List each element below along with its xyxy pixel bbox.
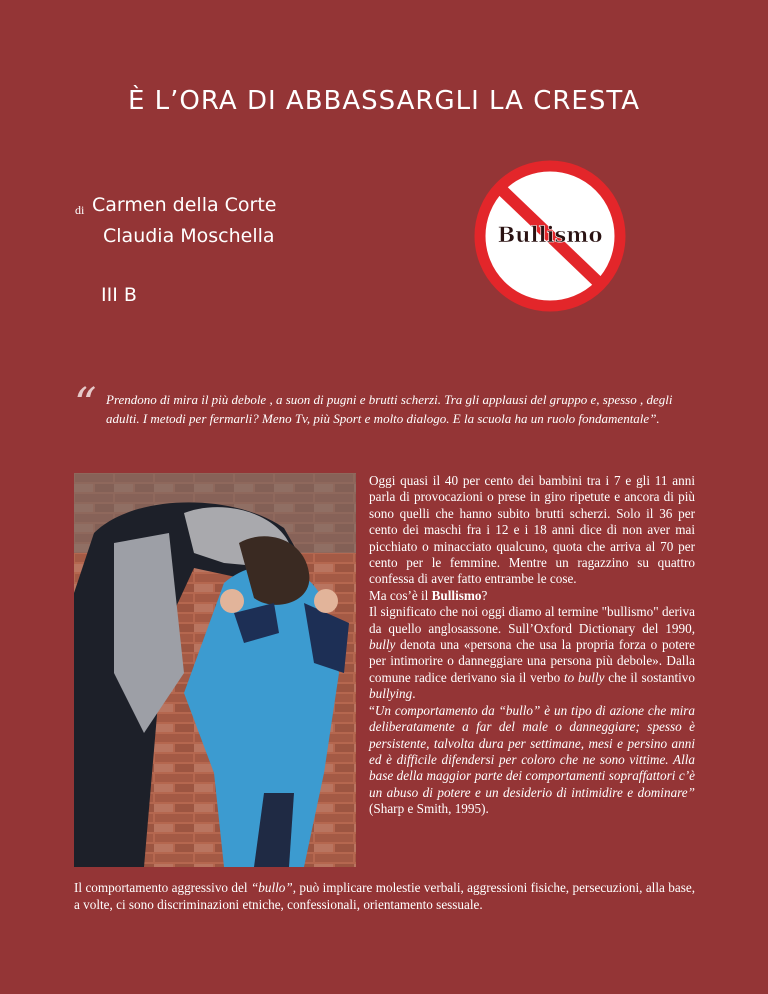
lead-quote: Prendono di mira il più debole , a suon di pugni e brutti scherzi. Tra gli applausi del gruppo e, spesso , degli adulti. I metodi per fermarli? Meno Tv, più Sport e molto dialogo. E la scuola ha un ruolo fondamentale”. [106,392,673,426]
no-bullying-badge [472,160,628,312]
closing-paragraph: Il comportamento aggressivo del “bullo”, può implicare molestie verbali, aggressioni fisiche, persecuzioni, alla base, a volte, ci sono discriminazioni etniche, confessionali, orientamento sessuale. [74,880,695,912]
paragraph-definition: Il significato che noi oggi diamo al termine "bullismo" deriva da quello anglosassone. Sull’Oxford Dictionary del 1990, bully denota una «persona che usa la propria forza o potere per intimorire o danneggiare una persona più debole». Dalla comune radice derivano sia il verbo to bully che il sostantivo bullying. [369,604,695,702]
quote-mark-icon: “ [74,379,97,430]
bullismo-term: Bullismo [431,587,482,603]
bullying-photo [74,473,356,867]
paragraph-question: Ma cos’è il Bullismo? [369,587,488,603]
paragraph-stats: Oggi quasi il 40 per cento dei bambini tra i 7 e gli 11 anni parla di provocazioni o prese in giro ripetute e ancora di più sono quelli che hanno subito brutti scherzi. Solo il 36 per cento dei maschi fra i 12 e i 18 anni dice di non aver mai picchiato o minacciato qualcuno, quota che arriva al 70 per cento per le femmine. Mentre un ragazzino su quattro confessa di aver fatto entrambe le cose. [369,473,695,587]
paragraph-citation: “Un comportamento da “bullo” è un tipo di azione che mira deliberatamente a far del male o danneggiare; spesso è persistente, talvolta dura per settimane, mesi e persino anni ed è difficile difendersi per coloro che ne sono vittime. Alla base della maggior parte dei comportamenti sopraffattori c’è un abuso di potere e un desiderio di intimidire e dominare” (Sharp e Smith, 1995). [369,702,695,817]
author-1: Carmen della Corte [92,194,277,216]
badge-label: Bullismo [497,222,603,247]
class-label: III B [101,284,137,306]
byline-di: di [75,203,85,217]
article-body [369,473,695,818]
author-2: Claudia Moschella [103,225,275,247]
article-title: È L’ORA DI ABBASSARGLI LA CRESTA [127,86,640,116]
